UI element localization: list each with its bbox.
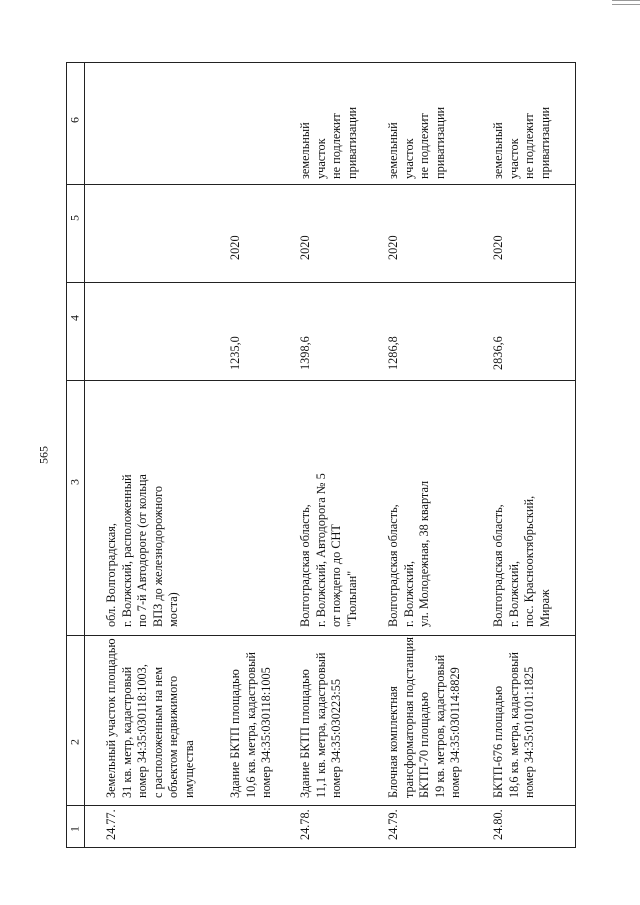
row-number: 24.77. [104, 809, 118, 840]
privatization-note: земельный участок не подлежит приватизации [298, 106, 359, 179]
balance-value: 1235,0 [228, 336, 242, 370]
table-border-left [66, 62, 67, 848]
row-number: 24.80. [491, 809, 505, 840]
balance-value: 2836,6 [491, 336, 505, 370]
column-header-3: 3 [67, 479, 82, 485]
row-number: 24.79. [386, 809, 400, 840]
col-divider-2-3 [66, 635, 576, 636]
object-description: БКТП-676 площадью 18,6 кв. метра, кадастровый номер 34:35:010101:1825 [491, 652, 537, 798]
header-divider [84, 62, 85, 848]
year: 2020 [228, 235, 242, 260]
object-description: Земельный участок площадью 31 кв. метр, кадастровый номер 34:35:030118:1003, с расположенным на нем объектом недвижимого имущества [104, 638, 196, 798]
table-border-top [66, 62, 576, 63]
column-header-2: 2 [67, 739, 82, 745]
table-border-bottom [66, 847, 576, 848]
object-address: Волгоградская область, г. Волжский, пос. Краснооктябрьский, Мираж [491, 495, 552, 627]
year: 2020 [298, 235, 312, 260]
year: 2020 [386, 235, 400, 260]
rotated-table [66, 62, 576, 848]
privatization-note: земельный участок не подлежит приватизации [386, 106, 447, 179]
column-header-5: 5 [67, 215, 82, 221]
balance-value: 1398,6 [298, 336, 312, 370]
col-divider-5-6 [66, 184, 576, 185]
column-header-1: 1 [67, 826, 82, 832]
privatization-note: земельный участок не подлежит приватизации [491, 106, 552, 179]
object-address: Волгоградская область, г. Волжский, Автодорога № 5 от пождепо до СНТ "Тюльпан" [298, 473, 359, 627]
balance-value: 1286,8 [386, 336, 400, 370]
object-description: Здание БКТП площадью 10,6 кв. метра, кадастровый номер 34:35:030118:1005 [228, 652, 274, 798]
object-address: обл. Волгоградская, г. Волжский, расположенный по 7-й Автодороге (от кольца ВПЗ до железнодорожного моста) [104, 474, 181, 627]
col-divider-3-4 [66, 380, 576, 381]
year: 2020 [491, 235, 505, 260]
table-border-right [575, 62, 576, 848]
object-description: Здание БКТП площадью 11,1 кв. метра, кадастровый номер 34:35:030223:55 [298, 652, 344, 798]
object-address: Волгоградская область, г. Волжский, ул. Молодежная, 38 квартал [386, 480, 432, 627]
object-description: Блочная комплектная трансформаторная подстанция БКТП-70 площадью 19 кв. метров, кадастровый номер 34:35:030114:8829 [386, 637, 463, 798]
column-header-4: 4 [67, 315, 82, 321]
scan-edge-mark [612, 0, 640, 5]
column-header-6: 6 [67, 117, 82, 123]
row-number: 24.78. [298, 809, 312, 840]
page-number: 565 [36, 446, 51, 464]
col-divider-4-5 [66, 282, 576, 283]
col-divider-1-2 [66, 805, 576, 806]
